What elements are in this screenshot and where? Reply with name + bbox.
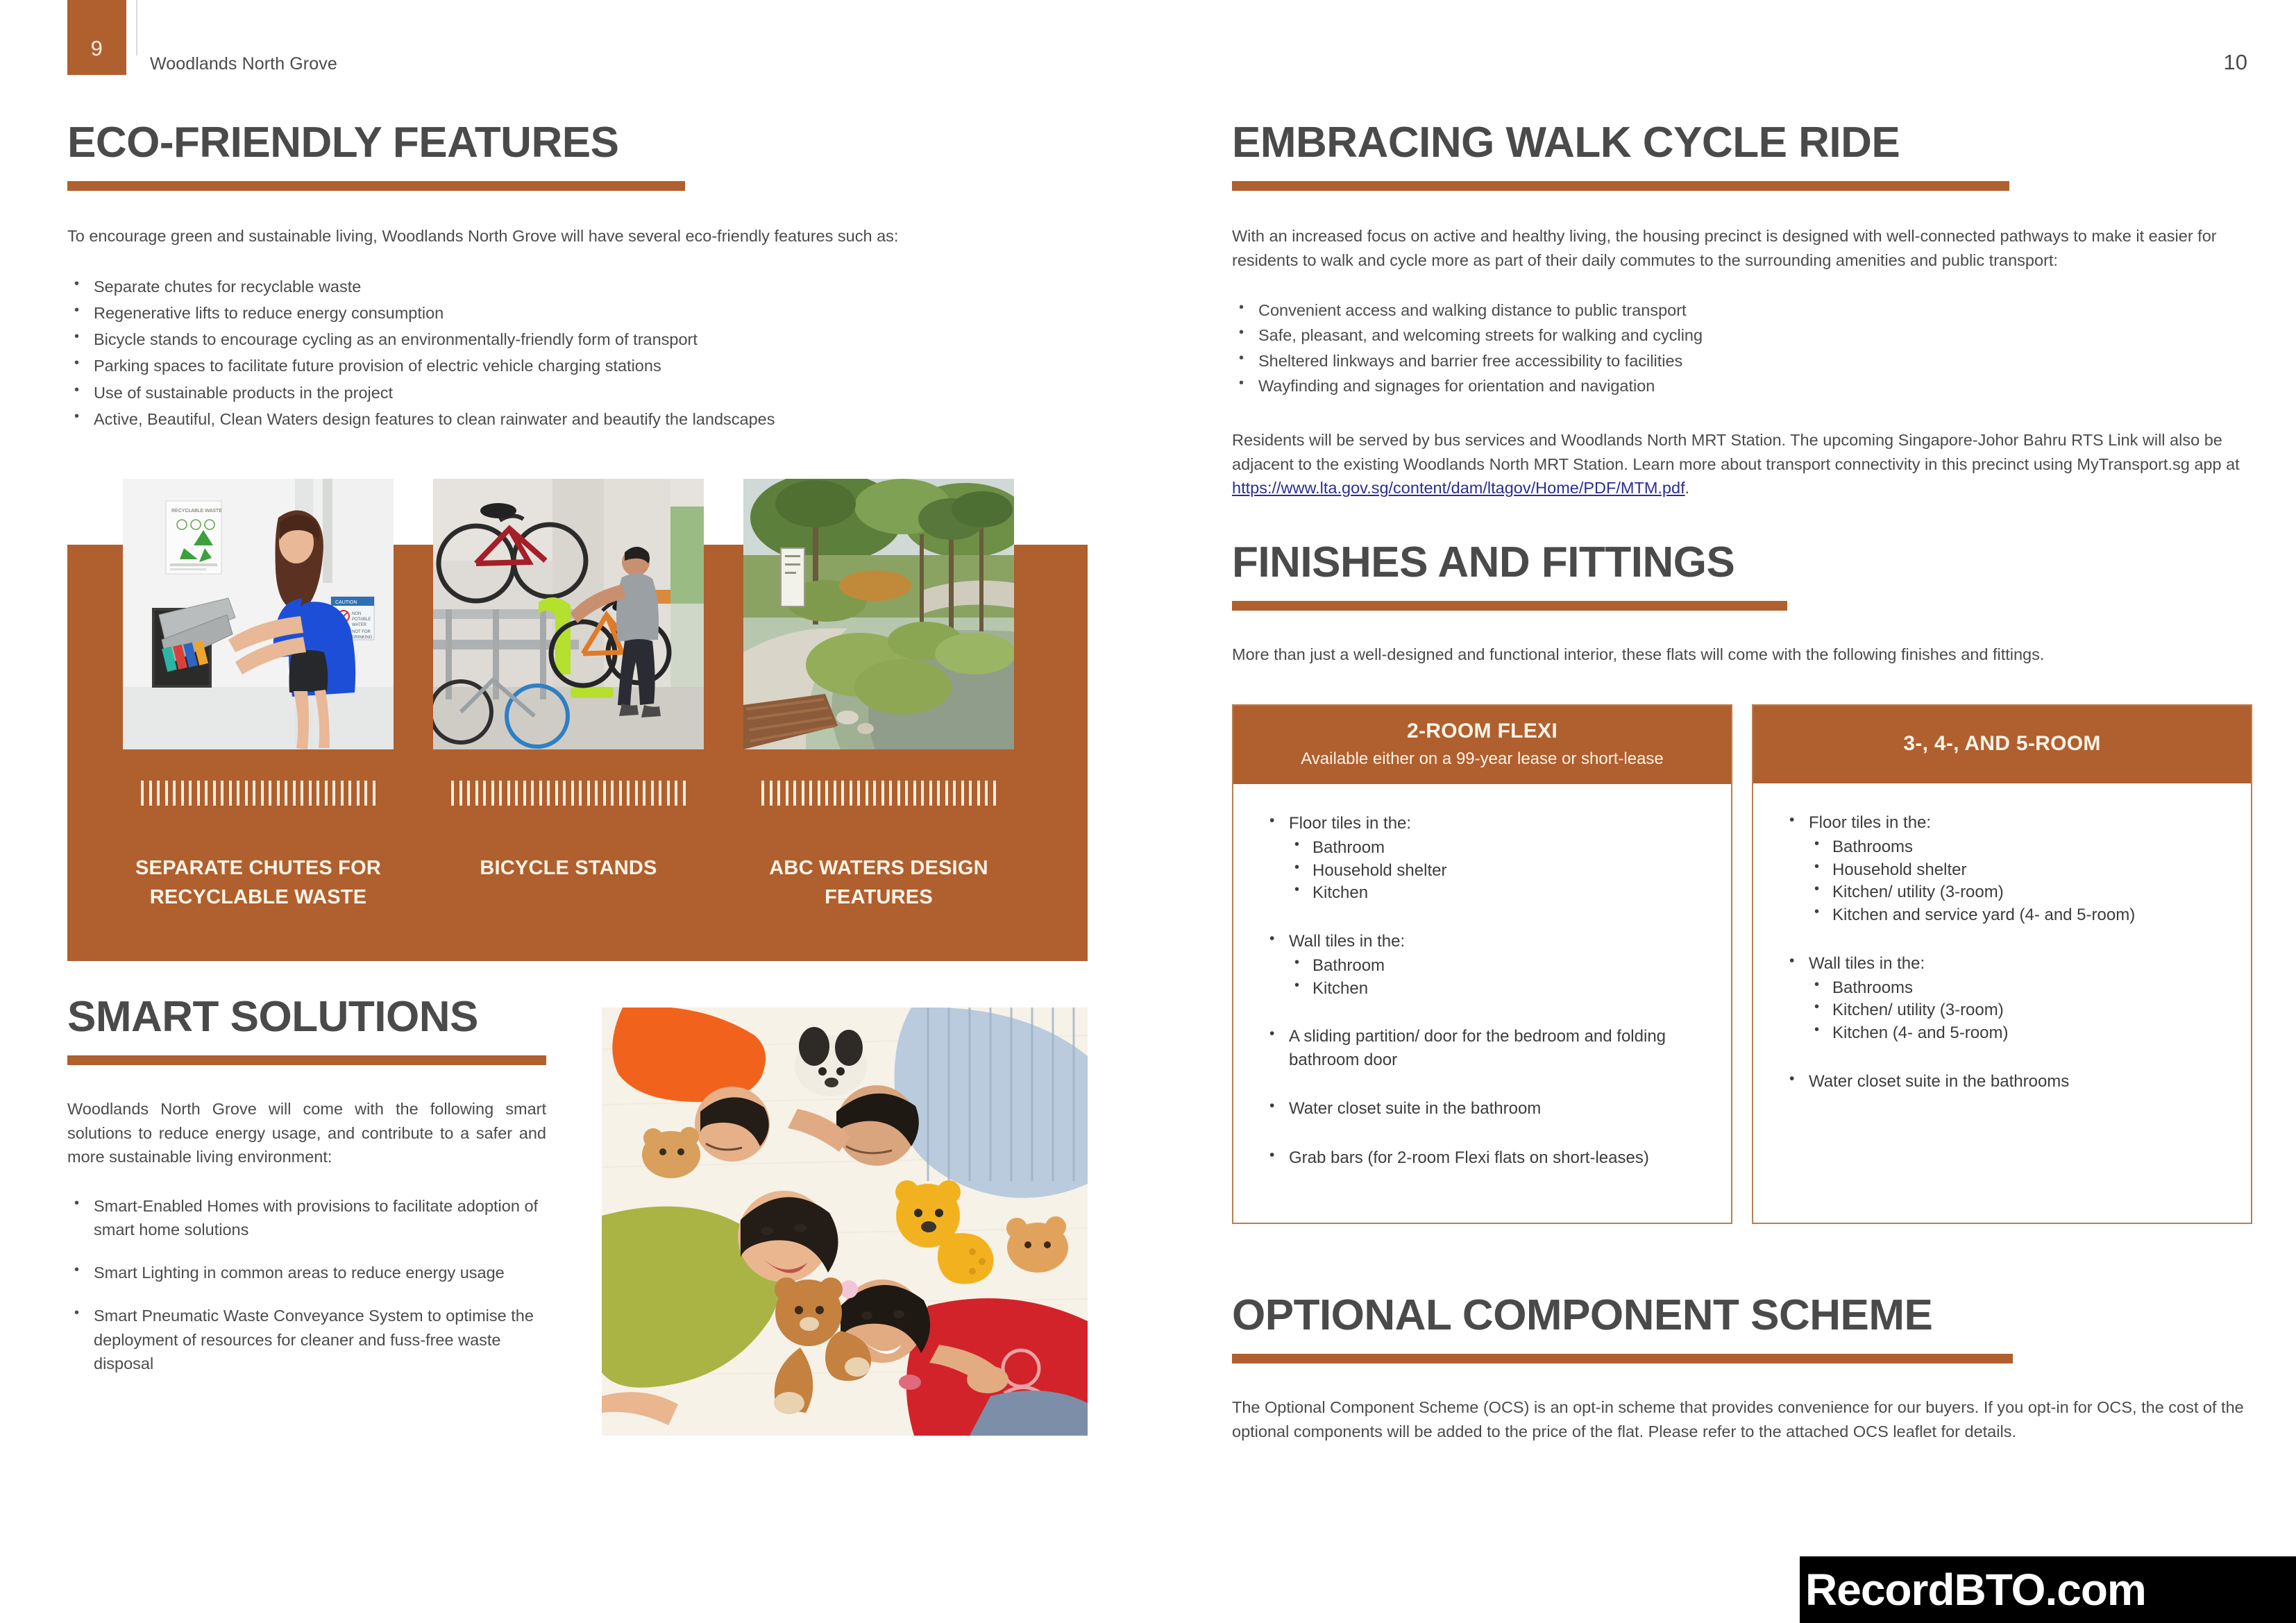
barcode-divider <box>743 781 1014 806</box>
sub-list-item: • Bathroom <box>1289 955 1707 978</box>
sub-list <box>1809 977 2227 1045</box>
sub-list-item: • Kitchen <box>1289 882 1707 905</box>
sub-list-item: • Kitchen/ utility (3-room) <box>1809 999 2227 1022</box>
sub-list-item: • Kitchen (4- and 5-room) <box>1809 1022 2227 1045</box>
list-item: • Smart Pneumatic Waste Conveyance System to optimise the deployment of resources for cleaner and fuss-free waste disposal <box>67 1304 546 1375</box>
smart-intro-text: Woodlands North Grove will come with the following smart solutions to reduce energy usage, and contribute to a safer and more sustainable living environment: <box>67 1100 546 1166</box>
walk-intro-text: With an increased focus on active and healthy living, the housing precinct is designed with well-connected pathways to make it easier for residents to walk and cycle more as part of their daily commutes to the surrounding amenities and public transport: <box>1232 227 2217 269</box>
list-item: • Smart-Enabled Homes with provisions to facilitate adoption of smart home solutions <box>67 1194 546 1242</box>
svg-text:CAUTION: CAUTION <box>335 600 357 605</box>
ocs-title-underline <box>1232 1354 2013 1363</box>
smart-feature-list <box>67 1194 546 1376</box>
card-heading: 2-ROOM FLEXI <box>1407 720 1558 742</box>
sub-list <box>1289 837 1707 905</box>
sub-list-item: • Kitchen/ utility (3-room) <box>1809 881 2227 904</box>
list-item: • Active, Beautiful, Clean Waters design features to clean rainwater and beautify the landscapes <box>67 407 1088 431</box>
sub-list-item: • Bathrooms <box>1809 977 2227 1000</box>
walk-title-underline <box>1232 181 2009 191</box>
list-item: • Use of sustainable products in the project <box>67 381 1088 405</box>
finishes-title-underline <box>1232 601 1787 611</box>
photo-separate-chutes <box>123 479 394 749</box>
watermark-text: RecordBTO.com <box>1805 1565 2146 1615</box>
list-item: • Water closet suite in the bathroom <box>1261 1097 1707 1121</box>
finishes-card-3-4-5room <box>1752 704 2252 1224</box>
walk-transport-paragraph <box>1232 428 2249 500</box>
photo-family-with-soft-toys <box>602 1008 1088 1436</box>
smart-solutions-section <box>67 992 546 1395</box>
card-header <box>1233 706 1731 784</box>
page-tab-number: 9 <box>90 36 103 60</box>
finishes-section <box>1232 538 2252 667</box>
eco-section-title: ECO-FRIENDLY FEATURES <box>67 119 619 167</box>
walk-paragraph-tail: . <box>1685 479 1690 498</box>
barcode-divider <box>433 781 704 806</box>
card-header <box>1753 706 2251 783</box>
smart-title-underline <box>67 1055 546 1065</box>
ocs-section-title: OPTIONAL COMPONENT SCHEME <box>1232 1291 1933 1339</box>
sub-list-item: • Household shelter <box>1809 859 2227 882</box>
eco-feature-list <box>67 275 1088 432</box>
list-item <box>1261 812 1707 905</box>
header-divider <box>136 0 137 56</box>
document-title: Woodlands North Grove <box>150 54 337 74</box>
walk-section-title: EMBRACING WALK CYCLE RIDE <box>1232 119 1900 167</box>
eco-title-underline <box>67 181 685 191</box>
photo-caption: BICYCLE STANDS <box>480 857 657 879</box>
list-item: • Grab bars (for 2-room Flexi flats on short-leases) <box>1261 1146 1707 1170</box>
photo-caption: SEPARATE CHUTES FOR RECYCLABLE WASTE <box>135 857 381 909</box>
right-column <box>1232 118 2252 500</box>
smart-section-title: SMART SOLUTIONS <box>67 993 478 1041</box>
list-item: • Sheltered linkways and barrier free accessibility to facilities <box>1232 349 2252 373</box>
finishes-list <box>1261 812 1707 1170</box>
list-item-label: Wall tiles in the: <box>1809 953 1925 973</box>
list-item: • Safe, pleasant, and welcoming streets for walking and cycling <box>1232 323 2252 347</box>
card-body <box>1233 784 1731 1223</box>
svg-text:DRINKING: DRINKING <box>352 636 373 640</box>
svg-text:NOT FOR: NOT FOR <box>352 630 371 634</box>
recordbto-watermark <box>1800 1556 2296 1623</box>
finishes-tables <box>1232 704 2252 1224</box>
sub-list-item: • Bathrooms <box>1809 836 2227 859</box>
photo-caption: ABC WATERS DESIGN FEATURES <box>769 857 988 909</box>
list-item: • Bicycle stands to encourage cycling as an environmentally-friendly form of transport <box>67 328 1088 351</box>
list-item-label: Floor tiles in the: <box>1809 813 1932 832</box>
list-item: • Separate chutes for recyclable waste <box>67 275 1088 298</box>
list-item <box>1781 811 2227 927</box>
photo-abc-waters <box>743 479 1014 749</box>
left-column <box>67 118 1088 434</box>
svg-text:RECYCLABLE WASTE: RECYCLABLE WASTE <box>171 509 222 513</box>
walk-paragraph-lead: Residents will be served by bus services and Woodlands North MRT Station. The upcoming Singapore-Johor Bahru RTS Link will also be adjacent to the existing Woodlands North MRT Station. Learn more about transport connectivity in this precinct using MyTransport.sg app at <box>1232 431 2240 473</box>
list-item <box>1781 952 2227 1045</box>
list-item: • Parking spaces to facilitate future provision of electric vehicle charging stations <box>67 354 1088 377</box>
card-subheading: Available either on a 99-year lease or short-lease <box>1301 749 1664 768</box>
lta-mtm-pdf-link[interactable]: https://www.lta.gov.sg/content/dam/ltagov/Home/PDF/MTM.pdf <box>1232 479 1685 498</box>
walk-feature-list <box>1232 298 2252 398</box>
list-item: • Regenerative lifts to reduce energy consumption <box>67 301 1088 325</box>
list-item-label: Wall tiles in the: <box>1289 931 1406 951</box>
svg-text:NON: NON <box>352 612 362 616</box>
eco-intro-text: To encourage green and sustainable living, Woodlands North Grove will have several eco-friendly features such as: <box>67 227 899 245</box>
list-item: • Water closet suite in the bathrooms <box>1781 1070 2227 1094</box>
list-item: • A sliding partition/ door for the bedroom and folding bathroom door <box>1261 1025 1707 1072</box>
sub-list <box>1809 836 2227 927</box>
list-item: • Convenient access and walking distance to public transport <box>1232 298 2252 322</box>
photo-bicycle-stands <box>433 479 704 749</box>
finishes-card-2room-flexi <box>1232 704 1732 1224</box>
ocs-section <box>1232 1291 2252 1443</box>
list-item-label: Floor tiles in the: <box>1289 814 1412 833</box>
barcode-divider <box>123 781 394 806</box>
sub-list-item: • Kitchen <box>1289 978 1707 1001</box>
page-number-tab <box>67 0 126 75</box>
svg-text:WATER: WATER <box>352 623 366 627</box>
svg-text:POTABLE: POTABLE <box>352 618 371 622</box>
finishes-list <box>1781 811 2227 1094</box>
sub-list-item: • Bathroom <box>1289 837 1707 860</box>
ocs-intro-text: The Optional Component Scheme (OCS) is an opt-in scheme that provides convenience for our buyers. If you opt-in for OCS, the cost of the optional components will be added to the price of the flat. Please refer to the attached OCS leaflet for details. <box>1232 1398 2244 1441</box>
list-item: • Wayfinding and signages for orientation and navigation <box>1232 374 2252 398</box>
sub-list-item: • Kitchen and service yard (4- and 5-room) <box>1809 904 2227 927</box>
card-heading: 3-, 4-, AND 5-ROOM <box>1903 732 2101 755</box>
page-number-right: 10 <box>2223 50 2247 74</box>
list-item <box>1261 930 1707 1000</box>
sub-list-item: • Household shelter <box>1289 860 1707 883</box>
list-item: • Smart Lighting in common areas to reduce energy usage <box>67 1261 546 1284</box>
sub-list <box>1289 955 1707 1000</box>
eco-photo-band <box>67 509 1088 961</box>
finishes-intro-text: More than just a well-designed and functional interior, these flats will come with the following finishes and fittings. <box>1232 645 2045 663</box>
finishes-section-title: FINISHES AND FITTINGS <box>1232 538 1735 586</box>
card-body <box>1753 783 2251 1179</box>
